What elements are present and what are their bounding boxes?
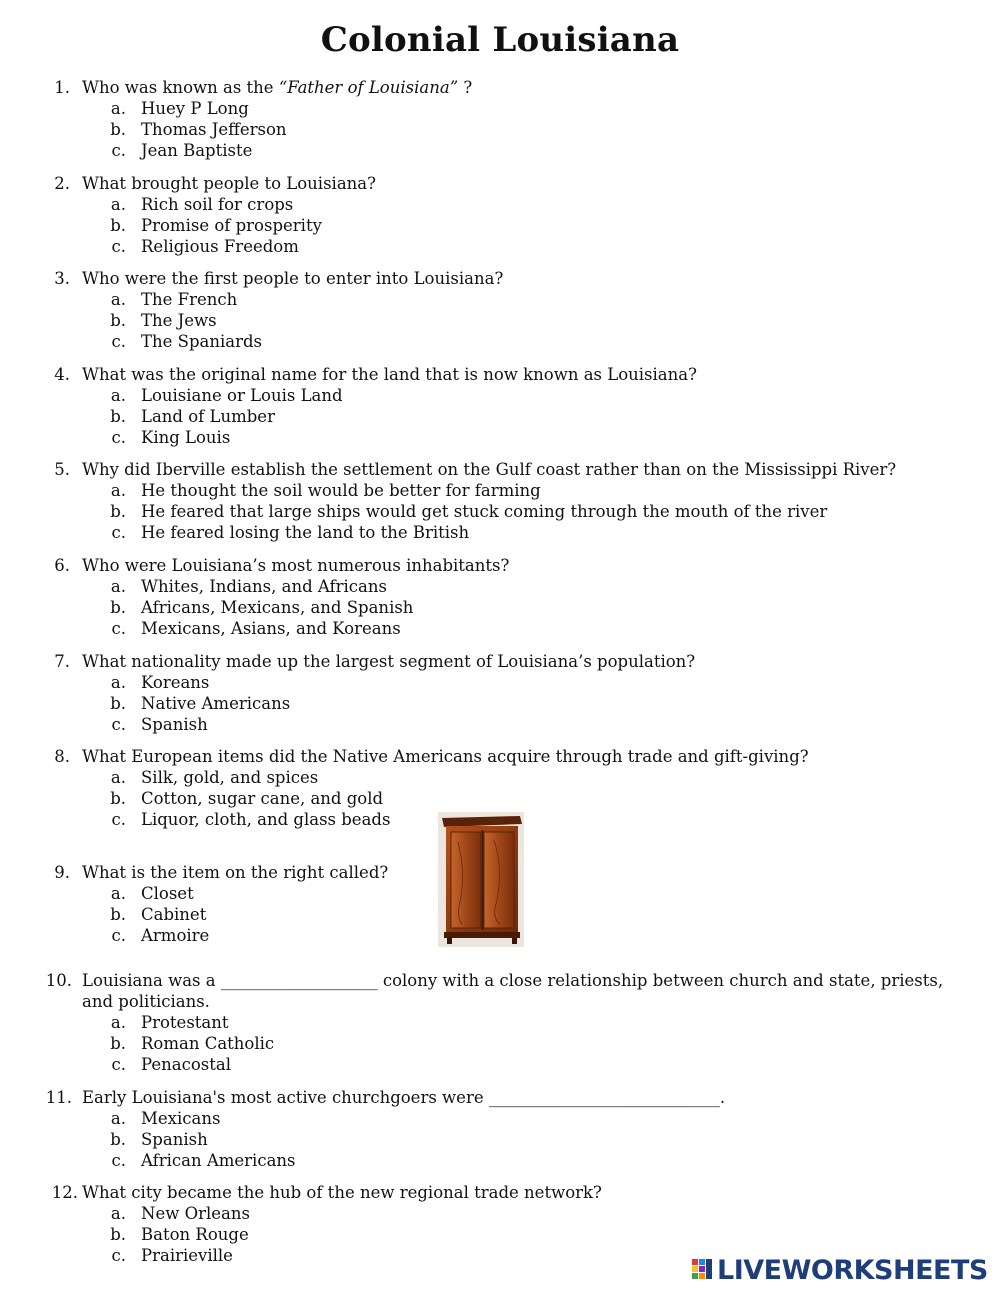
armoire-photo <box>438 812 524 947</box>
option-text[interactable]: Closet <box>141 884 194 903</box>
option-text[interactable]: Promise of prosperity <box>141 216 322 235</box>
question-text <box>0 970 1000 1012</box>
option-text[interactable]: Mexicans, Asians, and Koreans <box>141 619 401 638</box>
option-letter: b. <box>110 216 126 235</box>
answer-option[interactable] <box>0 714 1000 735</box>
option-text[interactable]: Africans, Mexicans, and Spanish <box>141 598 414 617</box>
question-text-part: What is the item on the right called? <box>82 863 389 882</box>
option-letter: a. <box>110 99 126 118</box>
option-text[interactable]: He feared losing the land to the British <box>141 523 470 542</box>
option-letter: a. <box>110 577 126 596</box>
question-number: 8. <box>54 747 70 766</box>
question-6 <box>0 555 1000 639</box>
question-number: 11. <box>45 1088 72 1107</box>
answer-option[interactable] <box>0 98 1000 119</box>
question-text <box>0 651 1000 672</box>
liveworksheets-logo[interactable] <box>692 1254 988 1286</box>
option-letter: c. <box>111 1151 126 1170</box>
option-text[interactable]: He thought the soil would be better for farming <box>141 481 541 500</box>
option-letter: a. <box>110 768 126 787</box>
option-letter: a. <box>110 386 126 405</box>
question-11 <box>0 1087 1000 1171</box>
question-4 <box>0 364 1000 448</box>
question-number: 1. <box>54 78 70 97</box>
answer-option[interactable] <box>0 1224 1000 1245</box>
option-letter: a. <box>110 1013 126 1032</box>
option-letter: c. <box>111 1246 126 1265</box>
option-text[interactable]: Rich soil for crops <box>141 195 294 214</box>
option-letter: b. <box>110 789 126 808</box>
option-letter: a. <box>110 1109 126 1128</box>
answer-option[interactable] <box>0 576 1000 597</box>
question-text-part: ? <box>458 78 473 97</box>
option-letter: a. <box>110 884 126 903</box>
question-text-part: Early Louisiana's most active churchgoers were ____________________________. <box>82 1088 726 1107</box>
question-number: 9. <box>54 863 70 882</box>
option-text[interactable]: Religious Freedom <box>141 237 299 256</box>
answer-option[interactable] <box>0 1150 1000 1171</box>
logo-text: LIVEWORKSHEETS <box>717 1254 988 1286</box>
option-text[interactable]: Cabinet <box>141 905 207 924</box>
option-text[interactable]: Koreans <box>141 673 210 692</box>
option-text[interactable]: Prairieville <box>141 1246 233 1265</box>
option-letter: c. <box>111 926 126 945</box>
option-text[interactable]: Native Americans <box>141 694 291 713</box>
answer-option[interactable] <box>0 597 1000 618</box>
question-5 <box>0 459 1000 543</box>
answer-option[interactable] <box>0 119 1000 140</box>
question-text-part: What was the original name for the land that is now known as Louisiana? <box>82 365 697 384</box>
answer-option[interactable] <box>0 1054 1000 1075</box>
question-number: 2. <box>54 174 70 193</box>
option-text[interactable]: Protestant <box>141 1013 229 1032</box>
answer-option[interactable] <box>0 1203 1000 1224</box>
option-text[interactable]: King Louis <box>141 428 231 447</box>
option-text[interactable]: Cotton, sugar cane, and gold <box>141 789 384 808</box>
option-text[interactable]: Whites, Indians, and Africans <box>141 577 387 596</box>
question-number: 12. <box>51 1183 78 1202</box>
armoire-illustration <box>438 812 524 947</box>
logo-mark-icon <box>692 1257 714 1283</box>
answer-option[interactable] <box>0 427 1000 448</box>
question-10 <box>0 970 1000 1075</box>
question-text-part: Who were Louisiana’s most numerous inhabitants? <box>82 556 510 575</box>
option-letter: c. <box>111 428 126 447</box>
question-text <box>0 364 1000 385</box>
page-title: Colonial Louisiana <box>320 20 680 60</box>
answer-option[interactable] <box>0 618 1000 639</box>
question-number: 5. <box>54 460 70 479</box>
option-letter: b. <box>110 1034 126 1053</box>
option-letter: c. <box>111 332 126 351</box>
option-letter: c. <box>111 619 126 638</box>
question-text-part: Who was known as the <box>82 78 279 97</box>
answer-option[interactable] <box>0 289 1000 310</box>
answer-option[interactable] <box>0 1012 1000 1033</box>
option-text[interactable]: The Spaniards <box>141 332 263 351</box>
option-letter: a. <box>110 195 126 214</box>
question-text <box>0 459 1000 480</box>
question-text <box>0 555 1000 576</box>
option-text[interactable]: Silk, gold, and spices <box>141 768 319 787</box>
option-letter: b. <box>110 1130 126 1149</box>
option-text[interactable]: Spanish <box>141 1130 208 1149</box>
question-text-part: What European items did the Native Americans acquire through trade and gift-giving? <box>82 747 809 766</box>
option-text[interactable]: Louisiane or Louis Land <box>141 386 343 405</box>
question-text <box>0 173 1000 194</box>
option-text[interactable]: Mexicans <box>141 1109 221 1128</box>
option-text[interactable]: Huey P Long <box>141 99 249 118</box>
question-2 <box>0 173 1000 257</box>
answer-option[interactable] <box>0 194 1000 215</box>
option-text[interactable]: The French <box>141 290 238 309</box>
option-letter: a. <box>110 1204 126 1223</box>
question-text-italic: “Father of Louisiana” <box>278 78 459 97</box>
option-letter: a. <box>110 481 126 500</box>
answer-option[interactable] <box>0 767 1000 788</box>
option-letter: c. <box>111 237 126 256</box>
question-number: 10. <box>45 971 72 990</box>
option-letter: b. <box>110 694 126 713</box>
option-text[interactable]: New Orleans <box>141 1204 250 1223</box>
question-number: 6. <box>54 556 70 575</box>
option-letter: b. <box>110 905 126 924</box>
question-7 <box>0 651 1000 735</box>
answer-option[interactable] <box>0 140 1000 161</box>
option-text[interactable]: Thomas Jefferson <box>141 120 287 139</box>
question-text-part: What city became the hub of the new regional trade network? <box>82 1183 602 1202</box>
option-text[interactable]: Roman Catholic <box>141 1034 275 1053</box>
option-letter: b. <box>110 407 126 426</box>
option-text[interactable]: Land of Lumber <box>141 407 275 426</box>
question-text <box>0 1087 1000 1108</box>
option-text[interactable]: Liquor, cloth, and glass beads <box>141 810 391 829</box>
question-number: 7. <box>54 652 70 671</box>
option-letter: c. <box>111 810 126 829</box>
question-text-part: Louisiana was a ___________________ colony with a close relationship between church and state, priests, and politicians. <box>82 971 944 1011</box>
option-text[interactable]: Spanish <box>141 715 208 734</box>
question-number: 3. <box>54 269 70 288</box>
option-text[interactable]: He feared that large ships would get stuck coming through the mouth of the river <box>141 502 828 521</box>
option-letter: b. <box>110 311 126 330</box>
question-text-part: What brought people to Louisiana? <box>82 174 376 193</box>
option-letter: b. <box>110 120 126 139</box>
option-text[interactable]: Jean Baptiste <box>141 141 253 160</box>
option-letter: b. <box>110 598 126 617</box>
option-text[interactable]: Baton Rouge <box>141 1225 249 1244</box>
question-text-part: Why did Iberville establish the settlement on the Gulf coast rather than on the Mississippi River? <box>82 460 897 479</box>
answer-option[interactable] <box>0 1129 1000 1150</box>
answer-option[interactable] <box>0 385 1000 406</box>
question-text-part: Who were the first people to enter into Louisiana? <box>82 269 504 288</box>
answer-option[interactable] <box>0 522 1000 543</box>
question-text <box>0 268 1000 289</box>
answer-option[interactable] <box>0 788 1000 809</box>
answer-option[interactable] <box>0 236 1000 257</box>
option-letter: c. <box>111 523 126 542</box>
question-text <box>0 77 1000 98</box>
answer-option[interactable] <box>0 693 1000 714</box>
answer-option[interactable] <box>0 331 1000 352</box>
answer-option[interactable] <box>0 406 1000 427</box>
option-letter: b. <box>110 1225 126 1244</box>
question-3 <box>0 268 1000 352</box>
option-letter: c. <box>111 1055 126 1074</box>
option-letter: a. <box>110 290 126 309</box>
option-text[interactable]: Armoire <box>141 926 210 945</box>
answer-option[interactable] <box>0 480 1000 501</box>
option-letter: b. <box>110 502 126 521</box>
question-text <box>0 746 1000 767</box>
answer-option[interactable] <box>0 1033 1000 1054</box>
option-text[interactable]: African Americans <box>141 1151 296 1170</box>
option-text[interactable]: The Jews <box>141 311 217 330</box>
option-letter: c. <box>111 715 126 734</box>
question-1 <box>0 77 1000 161</box>
answer-option[interactable] <box>0 310 1000 331</box>
answer-option[interactable] <box>0 215 1000 236</box>
question-text-part: What nationality made up the largest segment of Louisiana’s population? <box>82 652 696 671</box>
option-letter: a. <box>110 673 126 692</box>
option-text[interactable]: Penacostal <box>141 1055 231 1074</box>
answer-option[interactable] <box>0 501 1000 522</box>
option-letter: c. <box>111 141 126 160</box>
answer-option[interactable] <box>0 1108 1000 1129</box>
answer-option[interactable] <box>0 672 1000 693</box>
question-text <box>0 1182 1000 1203</box>
question-number: 4. <box>54 365 70 384</box>
